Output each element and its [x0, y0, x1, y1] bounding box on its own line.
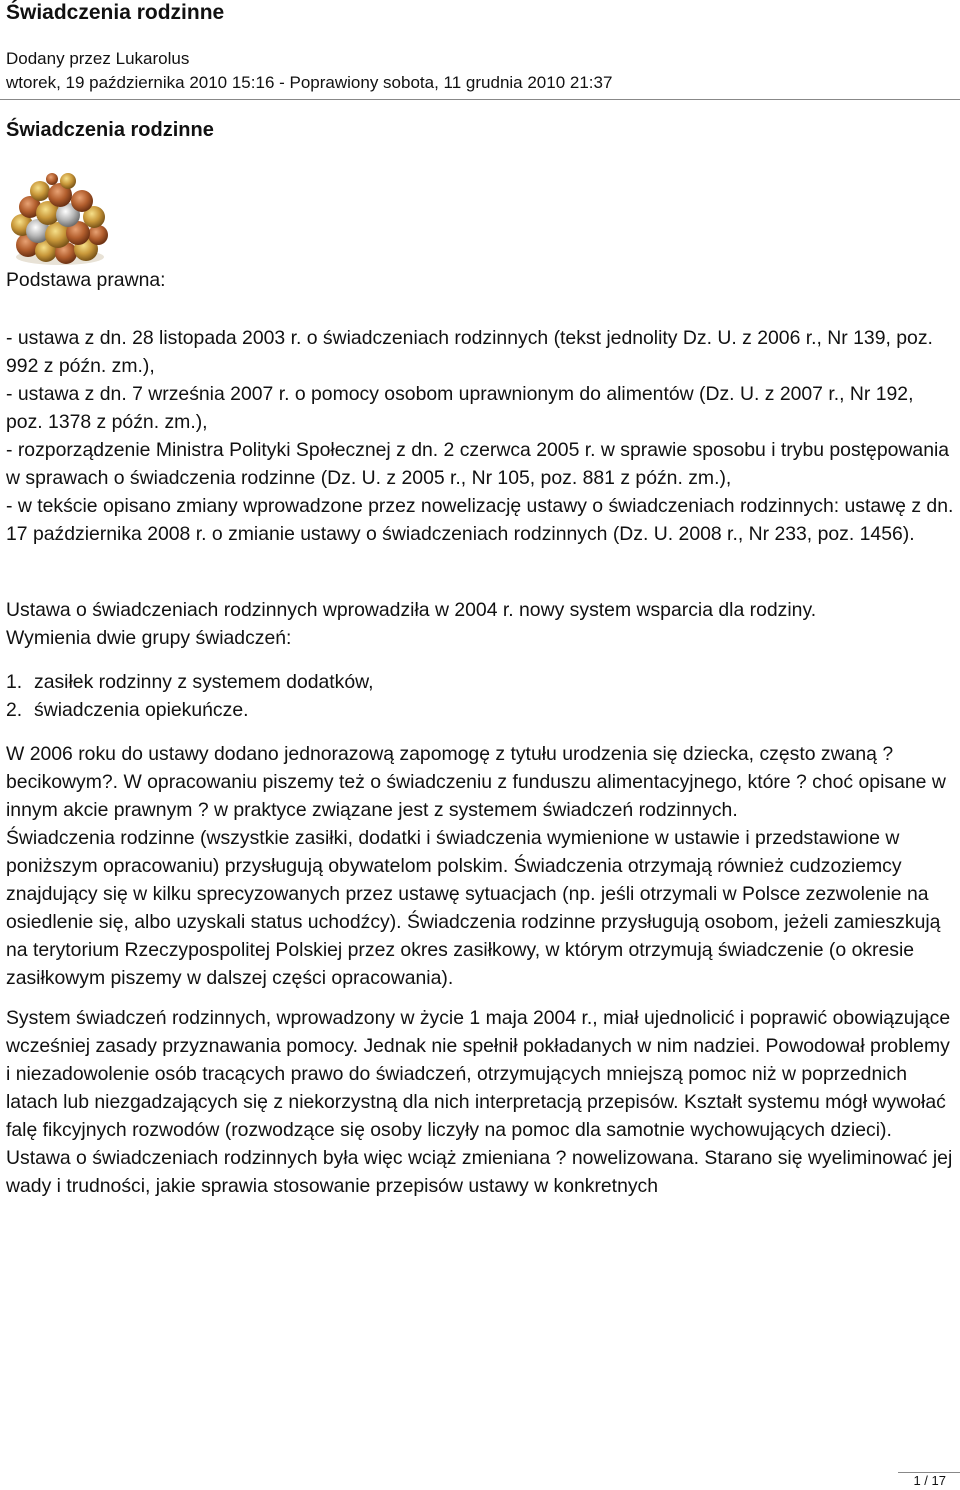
list-item	[6, 696, 954, 724]
list-item: - ustawa z dn. 7 września 2007 r. o pomocy osobom uprawnionym do alimentów (Dz. U. z 2007 r., Nr 192, poz. 1378 z późn. zm.),	[6, 383, 914, 433]
paragraph: W 2006 roku do ustawy dodano jednorazową zapomogę z tytułu urodzenia się dziecka, często zwaną ?becikowym?. W opracowaniu piszemy też o świadczeniu z funduszu alimentacyjnego, które ? choć opisane w innym akcie prawnym ? w praktyce związane jest z systemem świadczeń rodzinnych.	[6, 743, 946, 821]
article-heading: Świadczenia rodzinne	[6, 119, 214, 141]
list-item	[6, 668, 954, 696]
document-body	[6, 266, 954, 1200]
benefit-groups-list	[6, 668, 954, 724]
list-item: - ustawa z dn. 28 listopada 2003 r. o świadczeniach rodzinnych (tekst jednolity Dz. U. z 2006 r., Nr 139, poz. 992 z późn. zm.),	[6, 327, 933, 377]
intro-line: Wymienia dwie grupy świadczeń:	[6, 627, 292, 649]
list-item: - w tekście opisano zmiany wprowadzone przez nowelizację ustawy o świadczeniach rodzinnych: ustawę z dn. 17 października 2008 r. o zmianie ustawy o świadczeniach rodzinnych (Dz. U. 2008 r., Nr 233, poz. 1456).	[6, 495, 954, 545]
list-item: - rozporządzenie Ministra Polityki Społecznej z dn. 2 czerwca 2005 r. w sprawie sposobu i trybu postępowania w sprawach o świadczenia rodzinne (Dz. U. z 2005 r., Nr 105, poz. 881 z późn. zm.),	[6, 439, 950, 489]
paragraph: Świadczenia rodzinne (wszystkie zasiłki, dodatki i świadczenia wymienione w ustawie i przedstawione w poniższym opracowaniu) przysługują obywatelom polskim. Świadczenia otrzymają również cudzoziemcy znajdujący się w kilku sprecyzowanych przez ustawę sytuacjach (np. jeśli otrzymali w Polsce zezwolenie na osiedlenie się, albo uzyskali status uchodźcy). Świadczenia rodzinne przysługują osobom, jeżeli zamieszkują na terytorium Rzeczypospolitej Polskiej przez okres zasiłkowy, w którym otrzymują świadczenie (o okresie zasiłkowym piszemy w dalszej części opracowania).	[6, 827, 941, 989]
legal-basis-list	[6, 324, 954, 548]
document-title: Świadczenia rodzinne	[6, 1, 225, 24]
intro-line: Ustawa o świadczeniach rodzinnych wprowadziła w 2004 r. nowy system wsparcia dla rodziny.	[6, 599, 817, 621]
date-line: wtorek, 19 października 2010 15:16 - Poprawiony sobota, 11 grudnia 2010 21:37	[6, 73, 613, 92]
author-line: Dodany przez Lukarolus	[6, 49, 190, 68]
paragraph: System świadczeń rodzinnych, wprowadzony w życie 1 maja 2004 r., miał ujednolicić i poprawić obowiązujące wcześniej zasady przyznawania pomocy. Jednak nie spełnił pokładanych w nim nadziei. Powodował problemy i niezadowolenie osób tracących prawo do świadczeń, otrzymujących mniejszą pomoc niż w poprzednich latach lub niezgadzających się z niekorzystną dla nich interpretacją przepisów. Kształt systemu mógł wywołać falę fikcyjnych rozwodów (rozwodzące się osoby liczyły na pomoc dla samotnie wychowujących dzieci). Ustawa o świadczeniach rodzinnych była więc wciąż zmieniana ? nowelizowana. Starano się wyeliminować jej wady i trudności, jakie sprawia stosowanie przepisów ustawy w konkretnych	[6, 1007, 953, 1197]
list-text: zasiłek rodzinny z systemem dodatków,	[34, 671, 374, 693]
legal-basis-label: Podstawa prawna:	[6, 269, 166, 291]
list-number: 1.	[6, 671, 23, 693]
header-divider	[0, 99, 960, 100]
list-text: świadczenia opiekuńcze.	[34, 699, 249, 721]
page-number: 1 / 17	[913, 1473, 946, 1488]
coins-image	[8, 173, 110, 267]
list-number: 2.	[6, 699, 23, 721]
